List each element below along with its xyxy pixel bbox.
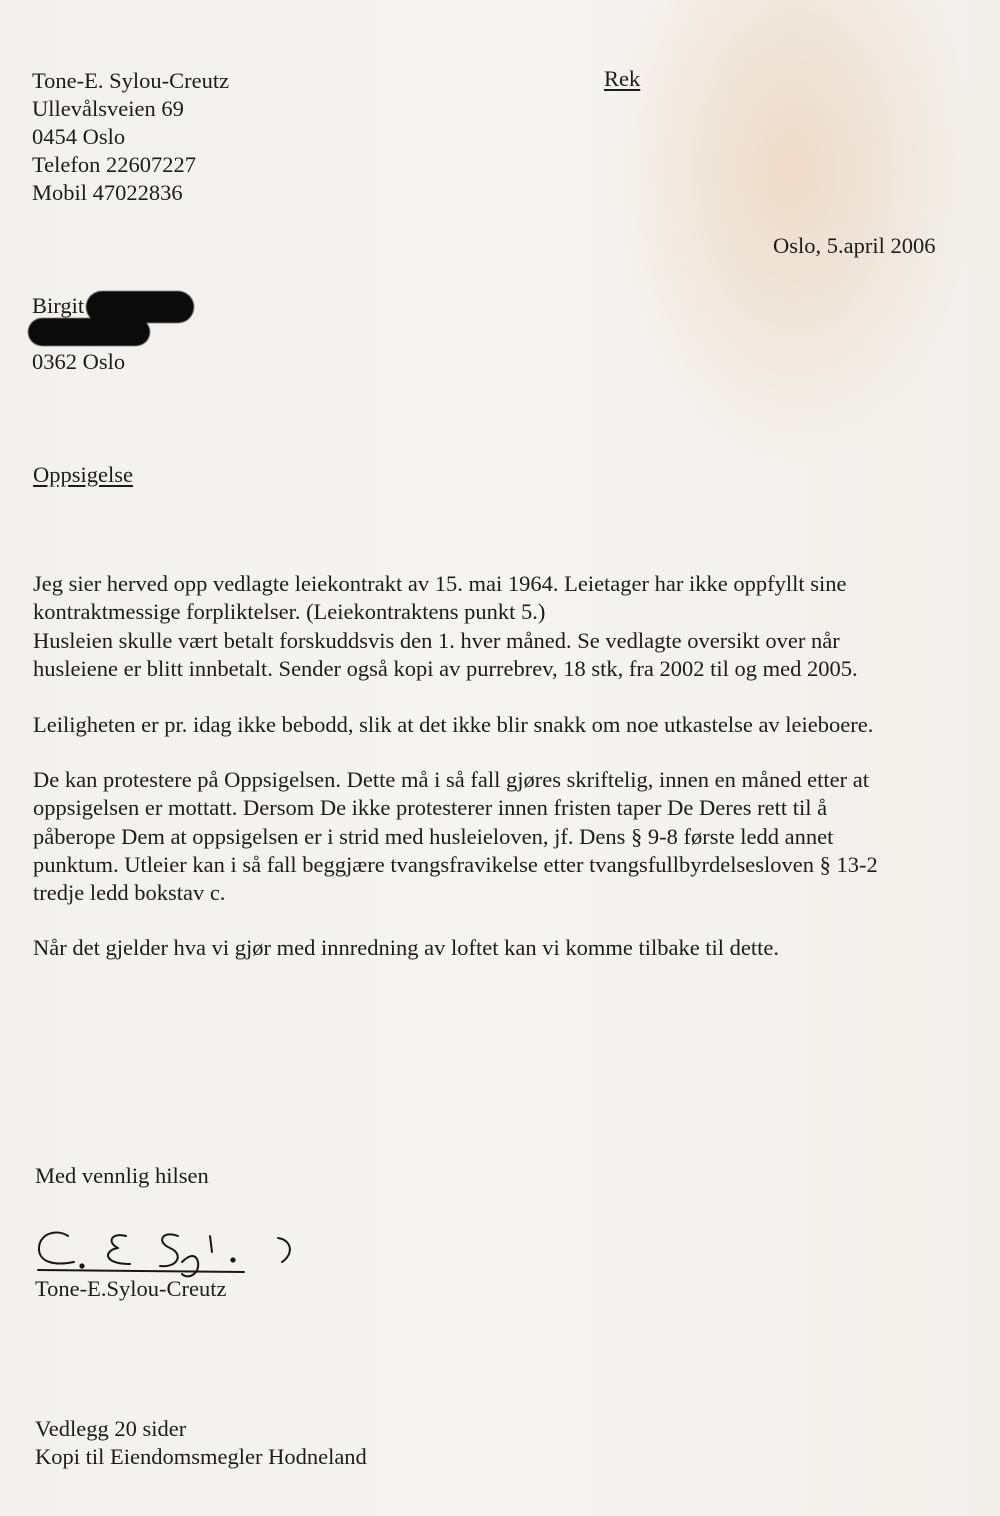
- text-line: De kan protestere på Oppsigelsen. Dette må i så fall gjøres skriftelig, innen en måned etter at: [33, 767, 869, 792]
- text-line: Leiligheten er pr. idag ikke bebodd, slik at det ikke blir snakk om noe utkastelse av leieboere.: [33, 712, 874, 737]
- body-paragraph-3: [33, 766, 963, 907]
- text-line: Husleien skulle vært betalt forskuddsvis den 1. hver måned. Se vedlagte oversikt over når: [33, 627, 840, 653]
- sender-mobile: Mobil 47022836: [32, 180, 183, 205]
- recipient-name: Birgit: [32, 293, 85, 318]
- signature-name: Tone-E.Sylou-Creutz: [35, 1276, 227, 1301]
- sender-name: Tone-E. Sylou-Creutz: [32, 68, 230, 93]
- handwritten-signature: [30, 1222, 310, 1282]
- delivery-mark: Rek: [604, 66, 641, 91]
- closing-line: Med vennlig hilsen: [35, 1163, 209, 1188]
- text-line: Når det gjelder hva vi gjør med innredning av loftet kan vi komme tilbake til dette.: [33, 935, 780, 960]
- body-paragraph-4: [33, 934, 963, 962]
- body-paragraph-1: [33, 570, 963, 683]
- subject-heading: Oppsigelse: [33, 462, 133, 487]
- copy-to-line: Kopi til Eiendomsmegler Hodneland: [35, 1444, 367, 1469]
- text-line: punktum. Utleier kan i så fall beggjære tvangsfravikelse etter tvangsfullbyrdelsesloven § 13-2: [33, 851, 878, 877]
- text-line: tredje ledd bokstav c.: [33, 880, 226, 906]
- attachments-line: Vedlegg 20 sider: [35, 1416, 187, 1441]
- sender-postal: 0454 Oslo: [32, 124, 126, 149]
- text-line: oppsigelsen er mottatt. Dersom De ikke protesterer innen fristen taper De Deres rett til å: [33, 795, 828, 821]
- body-paragraph-2: [33, 711, 963, 739]
- text-line: Jeg sier herved opp vedlagte leiekontrakt av 15. mai 1964. Leietager har ikke oppfyllt sine: [33, 571, 847, 596]
- recipient-postal: 0362 Oslo: [32, 349, 126, 374]
- text-line: kontraktmessige forpliktelser. (Leiekontraktens punkt 5.): [33, 599, 546, 625]
- text-line: påberope Dem at oppsigelsen er i strid med husleieloven, jf. Dens § 9-8 første ledd annet: [33, 823, 834, 849]
- text-line: husleiene er blitt innbetalt. Sender også kopi av purrebrev, 18 stk, fra 2002 til og med 2005.: [33, 655, 858, 681]
- sender-phone: Telefon 22607227: [32, 152, 197, 177]
- sender-street: Ullevålsveien 69: [32, 96, 184, 121]
- date-line: Oslo, 5.april 2006: [773, 233, 936, 258]
- redaction-mark: [28, 318, 150, 346]
